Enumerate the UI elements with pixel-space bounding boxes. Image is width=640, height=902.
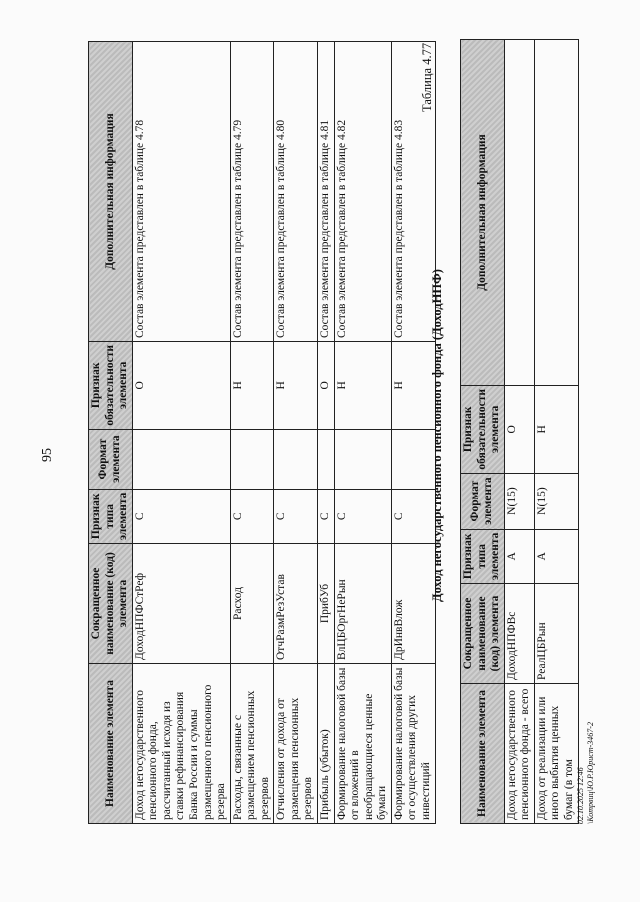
cell-code: ДоходНПФСтРеф (132, 544, 230, 664)
table-row (318, 42, 335, 824)
cell-type: С (132, 489, 230, 543)
cell-type: А (504, 529, 534, 583)
cell-code: РеалЦБРын (534, 584, 578, 684)
cell-type: С (274, 489, 318, 543)
cell-code: ДоходНПФВс (504, 584, 534, 684)
table-row (334, 42, 391, 824)
cell-info: Состав элемента представлен в таблице 4.83 (391, 42, 435, 342)
cell-code: ДрИнвВлож (391, 544, 435, 664)
table-row (534, 40, 578, 824)
header-info: Дополнительная информация (89, 42, 133, 342)
header-info: Дополнительная информация (461, 40, 505, 386)
cell-required: Н (274, 342, 318, 430)
table-caption: Доход негосударственного пенсионного фонда (ДоходНПФ) (430, 269, 444, 602)
cell-required: Н (230, 342, 274, 430)
cell-info: Состав элемента представлен в таблице 4.82 (334, 42, 391, 342)
header-code: Сокращенное наименование (код) элемента (89, 544, 133, 664)
cell-name: Доход от реализации или иного выбытия ценных бумаг (в том (534, 684, 578, 824)
cell-name: Доход негосударственного пенсионного фонда - всего (504, 684, 534, 824)
cell-required: О (504, 386, 534, 474)
cell-required: Н (334, 342, 391, 430)
cell-type: С (334, 489, 391, 543)
cell-code: ОтчРазмРезУстав (274, 544, 318, 664)
cell-info: Состав элемента представлен в таблице 4.80 (274, 42, 318, 342)
cell-name: Расходы, связанные с размещением пенсионных резервов (230, 664, 274, 824)
cell-format (318, 429, 335, 489)
cell-info: Состав элемента представлен в таблице 4.81 (318, 42, 335, 342)
table-row (274, 42, 318, 824)
table-header-row (89, 42, 133, 824)
cell-code: Расход (230, 544, 274, 664)
cell-name: Доход негосударственного пенсионного фонда, рассчитанный исходя из ставки рефинансирования Банка России и суммы размещенного пенсионного резерва (132, 664, 230, 824)
footnote-date: 02.10.2025 12:46 (576, 767, 585, 824)
table-number: Таблица 4.77 (420, 42, 434, 112)
cell-type: С (318, 489, 335, 543)
table-row (230, 42, 274, 824)
header-required: Признак обязательности элемента (89, 342, 133, 430)
header-format: Формат элемента (461, 473, 505, 529)
header-type: Признак типа элемента (89, 489, 133, 543)
header-name: Наименование элемента (89, 664, 133, 824)
cell-info (504, 40, 534, 386)
header-name: Наименование элемента (461, 684, 505, 824)
cell-type: С (391, 489, 435, 543)
table-header-row (461, 40, 505, 824)
cell-name: Отчисления от дохода от размещения пенсионных резервов (274, 664, 318, 824)
cell-type: А (534, 529, 578, 583)
cell-required: О (132, 342, 230, 430)
cell-format: N(15) (534, 473, 578, 529)
cell-format (274, 429, 318, 489)
table-elements-main (88, 41, 436, 824)
cell-code: ВлЦБОргНеРын (334, 544, 391, 664)
cell-format (230, 429, 274, 489)
cell-code: ПрибУб (318, 544, 335, 664)
table-row (391, 42, 435, 824)
cell-format (334, 429, 391, 489)
cell-format (132, 429, 230, 489)
cell-info: Состав элемента представлен в таблице 4.79 (230, 42, 274, 342)
cell-format (391, 429, 435, 489)
cell-format: N(15) (504, 473, 534, 529)
header-type: Признак типа элемента (461, 529, 505, 583)
cell-info (534, 40, 578, 386)
table-row (504, 40, 534, 824)
page-number: 95 (40, 448, 55, 462)
cell-name: Формирование налоговой базы от вложений в необращающиеся ценные бумаги (334, 664, 391, 824)
table-row (132, 42, 230, 824)
footnote (576, 722, 595, 824)
cell-type: С (230, 489, 274, 543)
footnote-path: \Котрвиц\Ю.Р.Юрист-3467-2 (585, 722, 595, 824)
cell-required: Н (391, 342, 435, 430)
cell-required: Н (534, 386, 578, 474)
cell-info: Состав элемента представлен в таблице 4.78 (132, 42, 230, 342)
cell-name: Формирование налоговой базы от осуществления других инвестиций (391, 664, 435, 824)
header-required: Признак обязательности элемента (461, 386, 505, 474)
cell-required: О (318, 342, 335, 430)
header-code: Сокращенное наименование (код) элемента (461, 584, 505, 684)
header-format: Формат элемента (89, 429, 133, 489)
table-npf-income (460, 39, 579, 824)
cell-name: Прибыль (убыток) (318, 664, 335, 824)
